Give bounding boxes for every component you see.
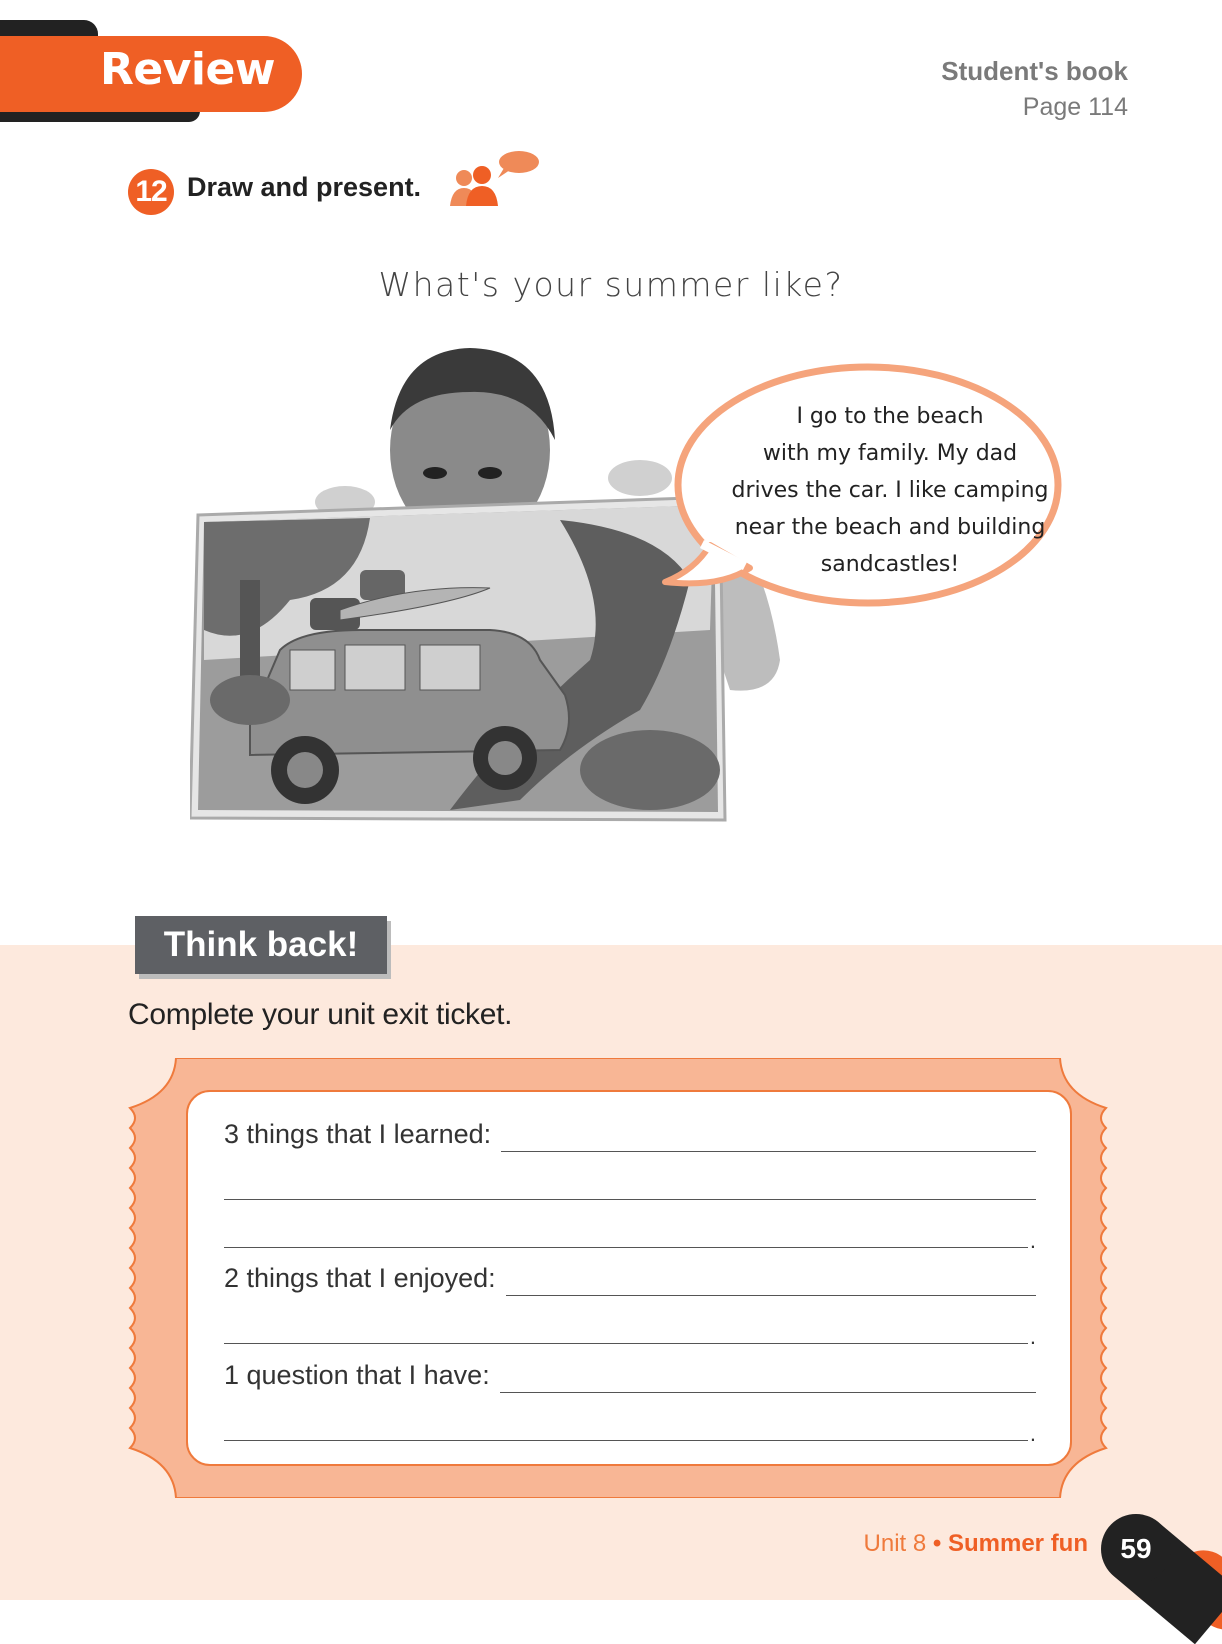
unit-name: Summer fun (947, 1530, 1088, 1557)
enjoyed-label: 2 things that I enjoyed: (224, 1263, 496, 1293)
learned-answer-line-2[interactable] (224, 1167, 1036, 1200)
unit-number: Unit 8 (863, 1530, 927, 1557)
unit-separator: • (932, 1530, 942, 1557)
speech-bubble-text (716, 398, 1064, 583)
enjoyed-answer-line-2[interactable] (224, 1311, 1028, 1344)
right-hand (608, 460, 672, 496)
learned-row-2 (224, 1160, 1036, 1200)
learned-row-3 (224, 1208, 1036, 1253)
line-end-period: . (1029, 1228, 1036, 1253)
speech-line: drives the car. I like camping (731, 478, 1049, 503)
question-answer-line-2[interactable] (224, 1408, 1028, 1441)
enjoyed-row-2 (224, 1304, 1036, 1349)
reference-book: Student's book (941, 56, 1128, 86)
speech-line: I go to the beach (796, 404, 984, 429)
question-label: 1 question that I have: (224, 1360, 490, 1390)
question-answer-line-1[interactable] (500, 1360, 1036, 1393)
reference-page: Page 114 (1022, 93, 1128, 121)
line-end-period: . (1029, 1324, 1036, 1349)
line-end-period: . (1029, 1421, 1036, 1446)
students-book-reference (941, 56, 1128, 122)
think-back-label: Think back! (135, 916, 387, 974)
speech-line: near the beach and building (734, 515, 1046, 540)
activity-prompt: What's your summer like? (378, 265, 844, 304)
summer-drawing (190, 497, 725, 820)
section-title: Review (100, 44, 275, 95)
footer-unit (864, 1530, 1088, 1558)
learned-label: 3 things that I learned: (224, 1119, 492, 1149)
learned-row (224, 1112, 1036, 1152)
think-back-instruction: Complete your unit exit ticket. (128, 998, 513, 1031)
pair-work-icon (450, 150, 542, 208)
learned-answer-line-1[interactable] (501, 1119, 1036, 1152)
question-row-2 (224, 1401, 1036, 1446)
speech-line: with my family. My dad (762, 441, 1018, 466)
page-number: 59 (1101, 1514, 1171, 1584)
enjoyed-row (224, 1256, 1036, 1296)
speech-line: sandcastles! (820, 552, 960, 577)
learned-answer-line-3[interactable] (224, 1215, 1028, 1248)
activity-title: Draw and present. (187, 172, 422, 202)
activity-number: 12 (128, 169, 174, 215)
enjoyed-answer-line-1[interactable] (506, 1263, 1036, 1296)
question-row (224, 1353, 1036, 1393)
